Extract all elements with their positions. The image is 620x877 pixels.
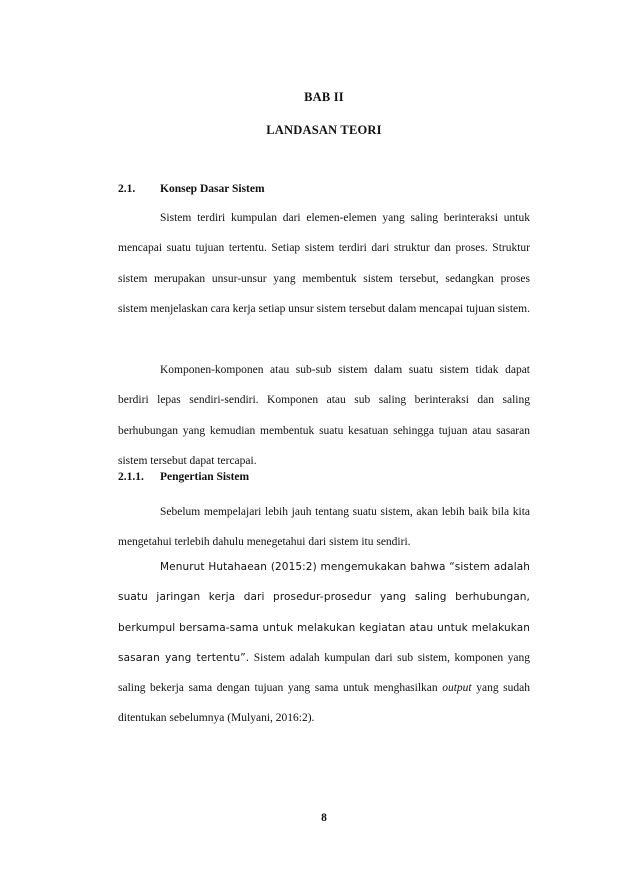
subsection-number: 2.1.1. [118,471,144,483]
quote-hutahaean: Menurut Hutahaean (2015:2) mengemukakan bahwa “sistem adalah suatu jaringan kerja dari prosedur-prosedur yang saling berhubungan, berkumpul bersama-sama untuk melakukan kegiatan atau untuk melakukan sasaran yang tertentu”. [118,561,530,664]
paragraph-hutahaean [118,552,530,734]
paragraph-hutahaean-end: yang sudah ditentukan sebelumnya (Mulyani, 2016:2). [118,682,530,725]
section-number: 2.1. [118,183,136,195]
paragraph-sebelum: Sebelum mempelajari lebih jauh tentang suatu sistem, akan lebih baik bila kita mengetahui terlebih dahulu menegetahui dari sistem itu sendiri. [118,506,530,549]
paragraph-sistem-definition: Sistem terdiri kumpulan dari elemen-elemen yang saling berinteraksi untuk mencapai suatu tujuan tertentu. Setiap sistem terdiri dari struktur dan proses. Struktur sistem merupakan unsur-unsur yang membentuk sistem tersebut, sedangkan proses sistem menjelaskan cara kerja setiap unsur sistem tersebut dalam mencapai tujuan sistem. [118,212,530,315]
chapter-label: BAB II [304,90,344,104]
paragraph-hutahaean-text: Sistem adalah kumpulan dari sub sistem, komponen yang saling bekerja sama dengan tujuan yang sama untuk menghasilkan [118,651,530,695]
italic-term-output: output [442,682,472,695]
subsection-title: Pengertian Sistem [160,471,250,483]
paragraph-komponen: Komponen-komponen atau sub-sub sistem dalam suatu sistem tidak dapat berdiri lepas sendiri-sendiri. Komponen atau sub saling berinteraksi dan saling berhubungan yang kemudian membentuk suatu kesatuan sehingga tujuan atau sasaran sistem tersebut dapat tercapai. [118,364,530,467]
section-title: Konsep Dasar Sistem [160,183,265,195]
section-heading-2-1 [118,181,265,197]
chapter-title: LANDASAN TEORI [266,123,382,137]
page-number: 8 [321,812,327,824]
section-heading-2-1-1 [118,469,249,485]
